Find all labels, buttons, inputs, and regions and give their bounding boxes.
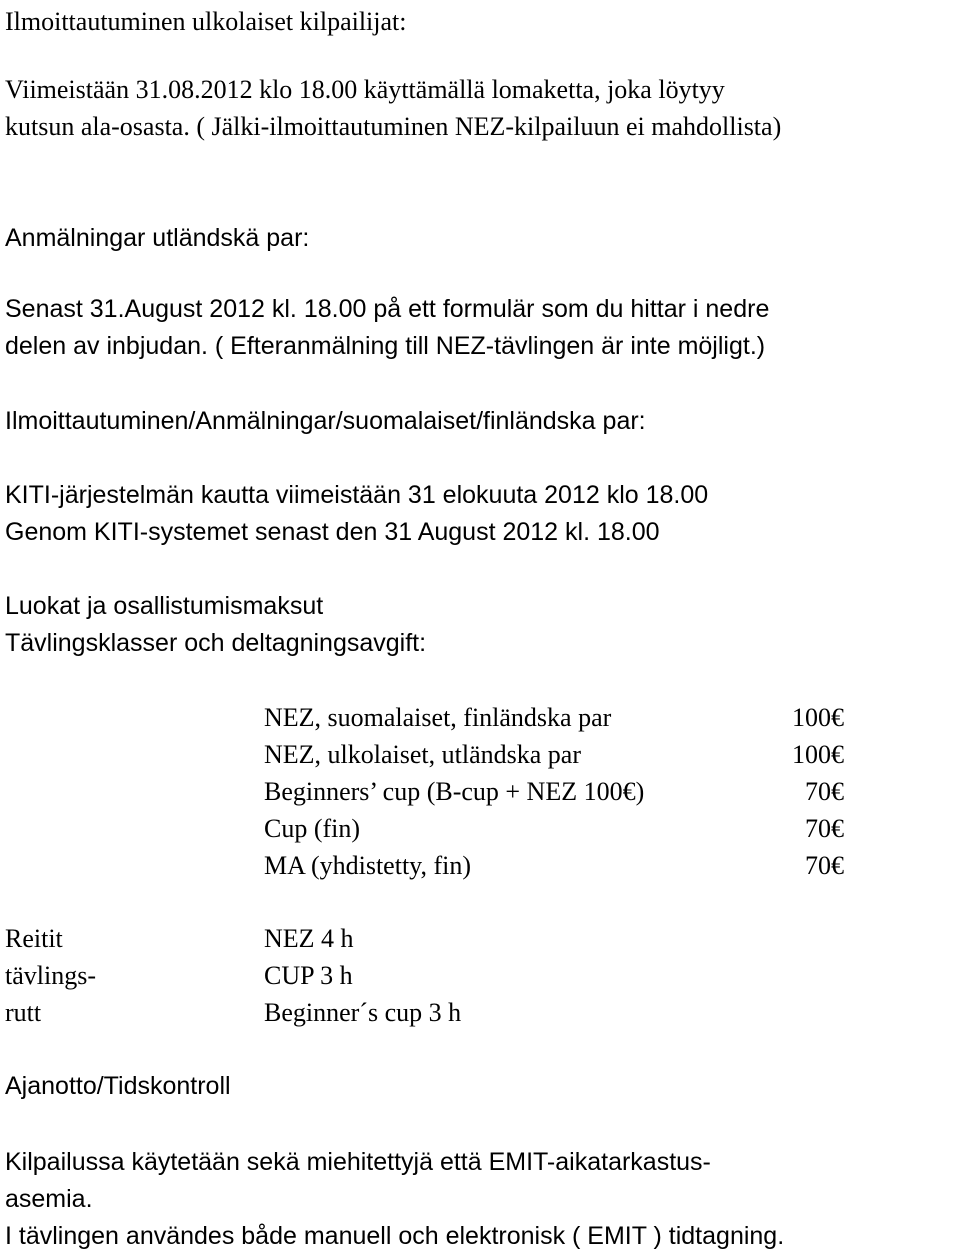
finnish-registration-text bbox=[5, 477, 708, 551]
finnish-heading: Ilmoittautuminen/Anmälningar/suomalaiset/finländska par: bbox=[5, 407, 646, 435]
fees-table bbox=[264, 699, 844, 884]
routes-label-line1: Reitit bbox=[5, 924, 63, 953]
route-item: Beginner´s cup 3 h bbox=[264, 998, 462, 1027]
foreign-registration-fi bbox=[5, 3, 407, 40]
foreign-registration-sv bbox=[5, 220, 309, 257]
foreign-sv-line2: delen av inbjudan. ( Efteranmälning till NEZ-tävlingen är inte möjligt.) bbox=[5, 332, 766, 360]
fee-amount: 70€ bbox=[805, 777, 844, 806]
fee-amount: 70€ bbox=[805, 851, 844, 880]
timing-fi-line1: Kilpailussa käytetään sekä miehitettyjä että EMIT-aikatarkastus- bbox=[5, 1148, 711, 1176]
timing-heading: Ajanotto/Tidskontroll bbox=[5, 1072, 231, 1100]
routes-list bbox=[264, 920, 461, 1031]
fee-row bbox=[264, 773, 844, 810]
foreign-sv-line1: Senast 31.August 2012 kl. 18.00 på ett formulär som du hittar i nedre bbox=[5, 295, 770, 323]
fee-row bbox=[264, 736, 844, 773]
timing-sv-line: I tävlingen användes både manuell och elektronisk ( EMIT ) tidtagning. bbox=[5, 1222, 785, 1250]
timing-heading-block bbox=[5, 1068, 231, 1105]
fee-row bbox=[264, 810, 844, 847]
fee-label: Beginners’ cup (B-cup + NEZ 100€) bbox=[264, 777, 645, 806]
routes-label bbox=[5, 920, 96, 1031]
finnish-line1: KITI-järjestelmän kautta viimeistään 31 elokuuta 2012 klo 18.00 bbox=[5, 481, 709, 509]
foreign-sv-heading: Anmälningar utländskä par: bbox=[5, 224, 310, 252]
foreign-fi-line1: Viimeistään 31.08.2012 klo 18.00 käyttämällä lomaketta, joka löytyy bbox=[5, 75, 725, 104]
routes-label-line3: rutt bbox=[5, 998, 42, 1027]
fee-amount: 100€ bbox=[792, 740, 844, 769]
fee-label: Cup (fin) bbox=[264, 814, 361, 843]
classes-heading-fi: Luokat ja osallistumismaksut bbox=[5, 592, 324, 620]
fee-row bbox=[264, 847, 844, 884]
foreign-registration-sv-text bbox=[5, 291, 769, 365]
fee-label: MA (yhdistetty, fin) bbox=[264, 851, 472, 880]
timing-fi-line2: asemia. bbox=[5, 1185, 93, 1213]
foreign-registration-fi-text bbox=[5, 71, 781, 145]
fee-label: NEZ, ulkolaiset, utländska par bbox=[264, 740, 581, 769]
timing-text bbox=[5, 1144, 784, 1255]
finnish-line2: Genom KITI-systemet senast den 31 August 2012 kl. 18.00 bbox=[5, 518, 660, 546]
classes-heading bbox=[5, 588, 426, 662]
route-item: CUP 3 h bbox=[264, 961, 353, 990]
routes-label-line2: tävlings- bbox=[5, 961, 96, 990]
classes-heading-sv: Tävlingsklasser och deltagningsavgift: bbox=[5, 629, 427, 657]
fee-amount: 70€ bbox=[805, 814, 844, 843]
foreign-heading: Ilmoittautuminen ulkolaiset kilpailijat: bbox=[5, 7, 407, 36]
fee-amount: 100€ bbox=[792, 703, 844, 732]
finnish-registration bbox=[5, 403, 646, 440]
fee-label: NEZ, suomalaiset, finländska par bbox=[264, 703, 612, 732]
foreign-fi-line2: kutsun ala-osasta. ( Jälki-ilmoittautuminen NEZ-kilpailuun ei mahdollista) bbox=[5, 112, 782, 141]
route-item: NEZ 4 h bbox=[264, 924, 354, 953]
fee-row bbox=[264, 699, 844, 736]
